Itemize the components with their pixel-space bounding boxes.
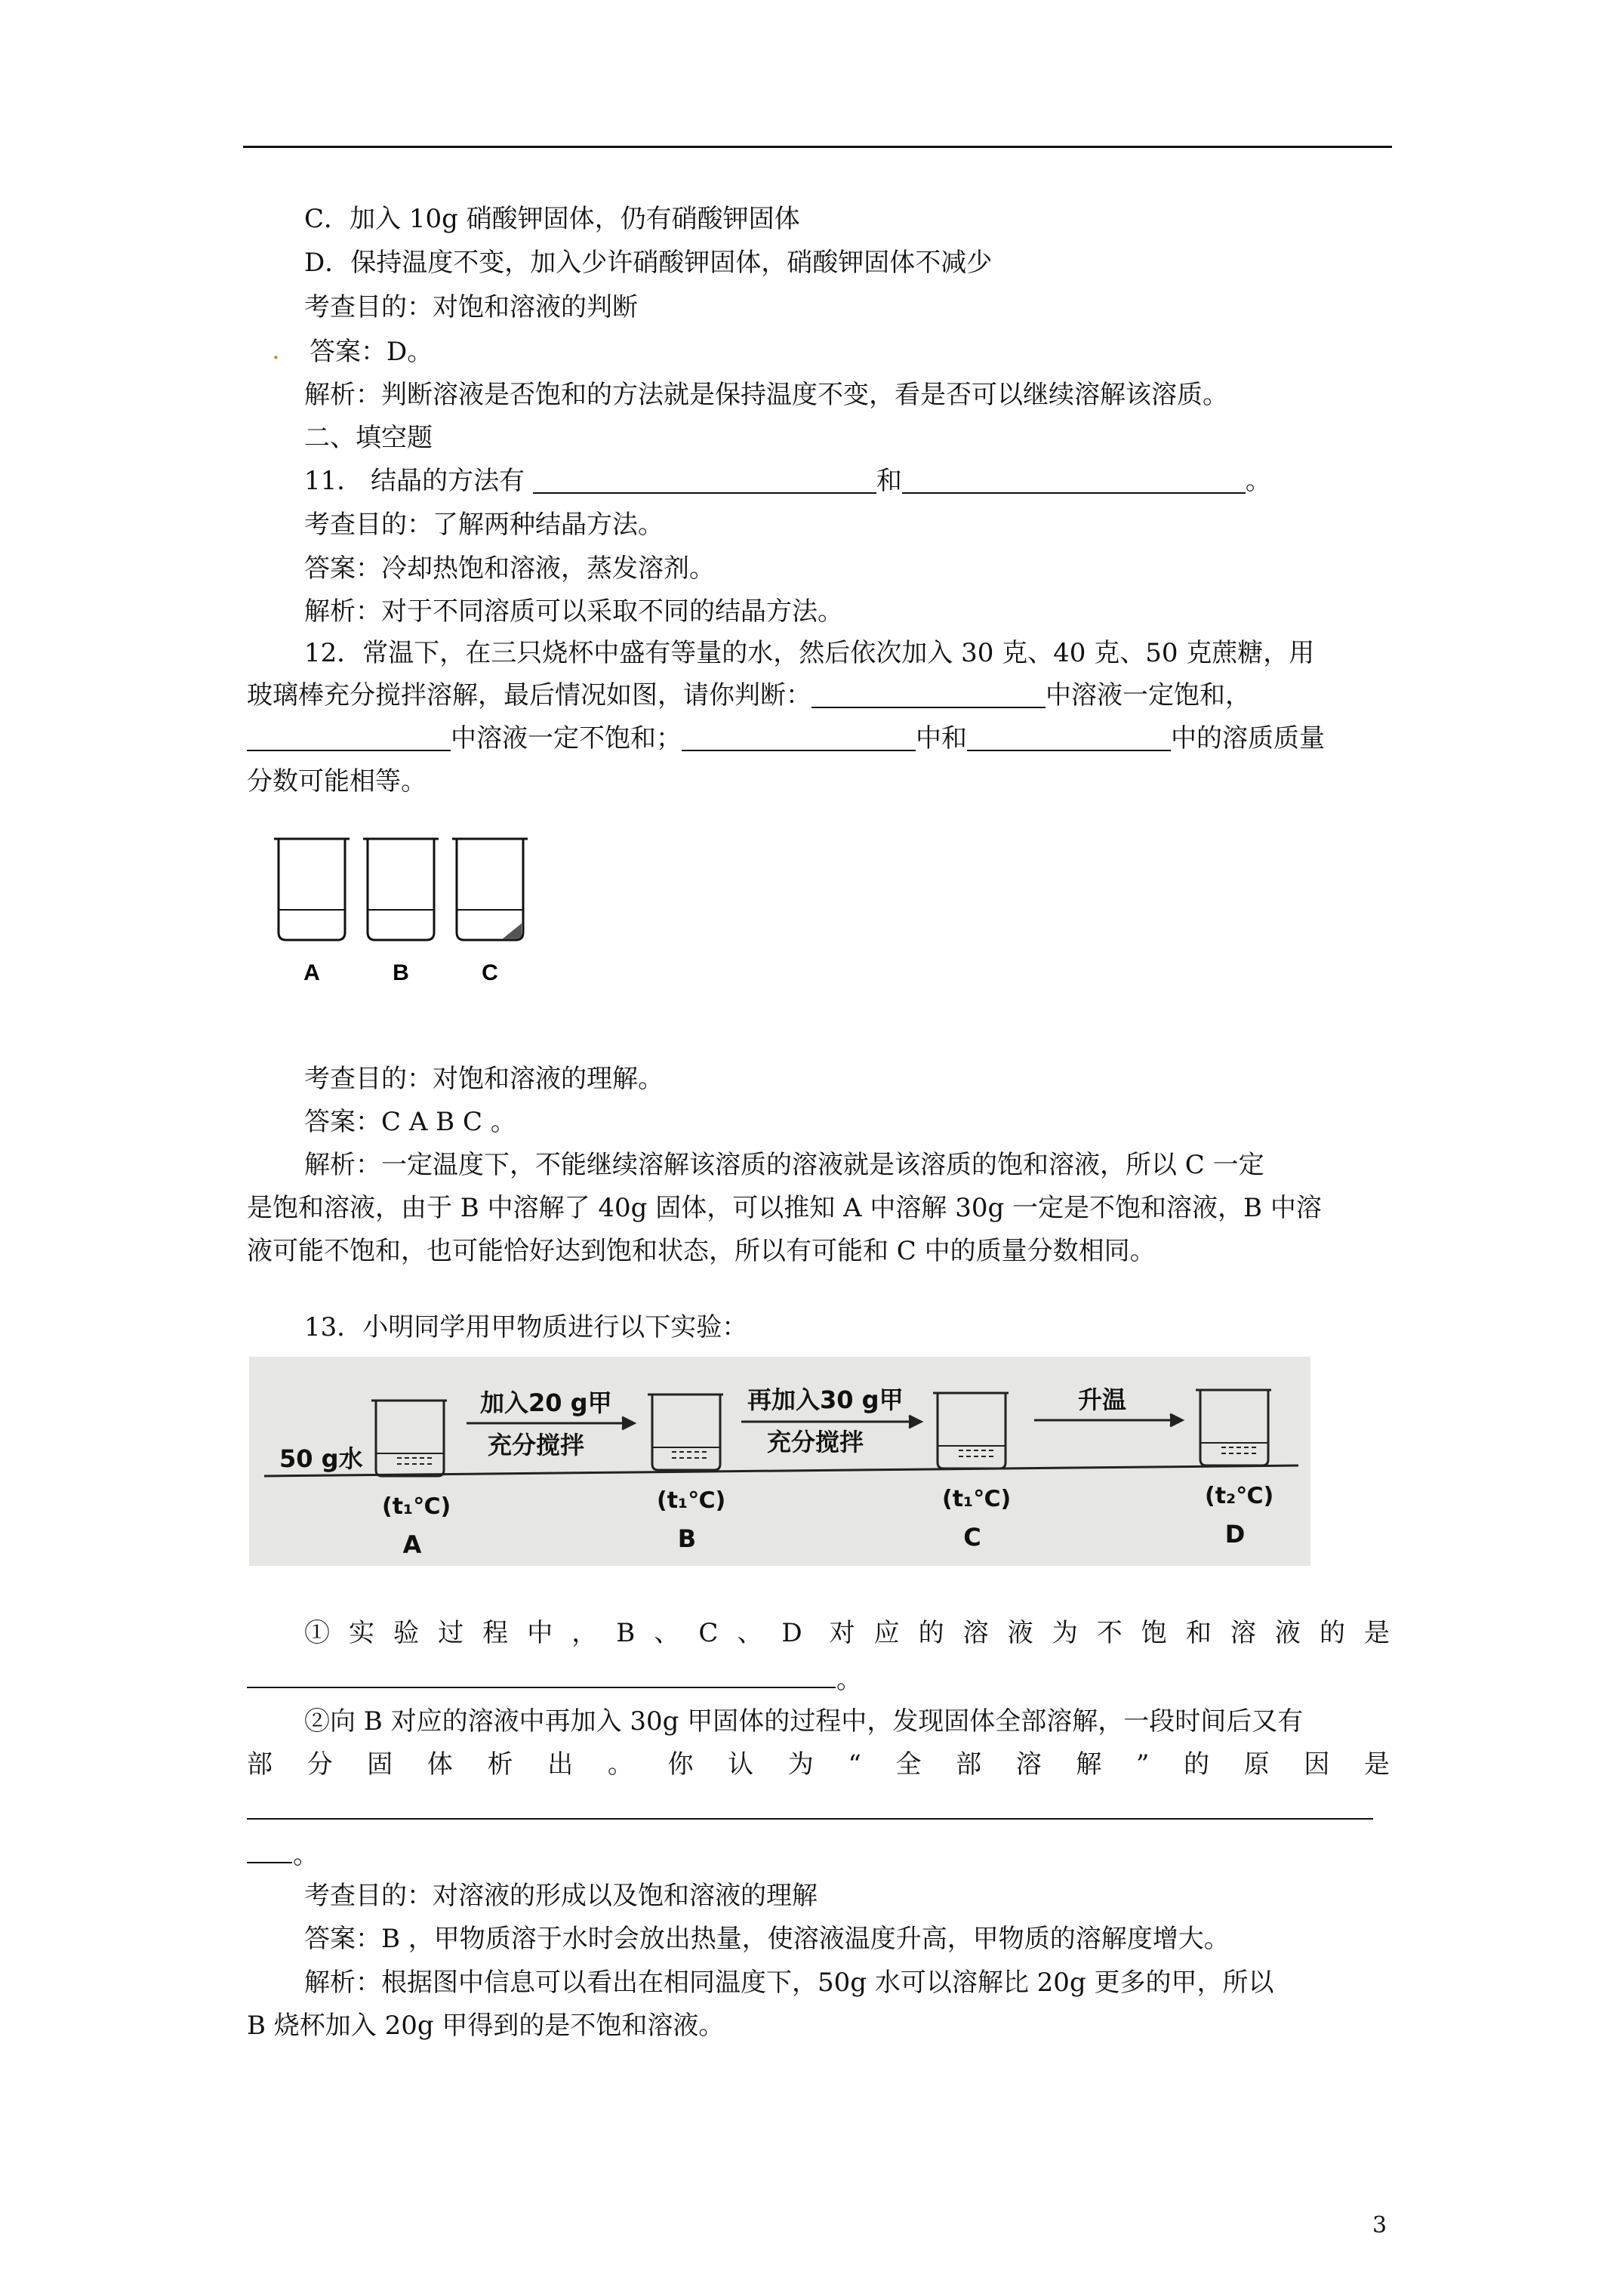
q13-blank-2[interactable]	[247, 1818, 1373, 1820]
q11-goal: 考查目的：了解两种结晶方法。	[304, 510, 664, 540]
q12-line-2	[247, 678, 1251, 713]
label-c: C	[482, 960, 498, 985]
step1-bottom: 充分搅拌	[488, 1431, 585, 1459]
step2-bottom: 充分搅拌	[767, 1428, 864, 1456]
q12-blank-2[interactable]	[247, 723, 451, 751]
beaker-exp-b	[648, 1395, 723, 1470]
bench-line	[264, 1465, 1298, 1476]
q13-analysis-1: 解析：根据图中信息可以看出在相同温度下，50g 水可以溶解比 20g 更多的甲，所以	[304, 1968, 1274, 1998]
q12-goal: 考查目的：对饱和溶液的理解。	[304, 1064, 664, 1094]
undissolved-solid	[502, 923, 522, 939]
arrow-1	[467, 1417, 634, 1429]
q13-sub1: ①实验过程中，B、C、D 对应的溶液为不饱和溶液的是	[304, 1618, 1390, 1648]
q13-sub2-b: 部分固体析出。你认为“全部溶解”的原因是	[247, 1749, 1390, 1780]
q10-goal: 考查目的：对饱和溶液的判断	[304, 292, 638, 322]
q11-and: 和	[876, 466, 902, 496]
q12-line-2-end: 中溶液一定饱和，	[1046, 680, 1251, 710]
q12-blank-4[interactable]	[967, 723, 1171, 751]
step2-top: 再加入30 g甲	[747, 1385, 904, 1414]
beakers-figure	[268, 834, 547, 1000]
q13-blank-1[interactable]	[247, 1687, 836, 1688]
q11-analysis: 解析：对于不同溶质可以采取不同的结晶方法。	[304, 596, 843, 627]
label-a: A	[303, 960, 320, 985]
header-rule	[243, 146, 1392, 148]
q11-answer: 答案：冷却热饱和溶液，蒸发溶剂。	[304, 553, 715, 584]
step3-label: 升温	[1078, 1385, 1127, 1414]
q13-sub2-end: 。	[293, 1840, 319, 1870]
q12-line-3	[247, 721, 1325, 756]
q12-line-1: 12．常温下，在三只烧杯中盛有等量的水，然后依次加入 30 克、40 克、50 克蔗糖，用	[304, 638, 1315, 668]
q11-end: 。	[1245, 466, 1271, 496]
temp-b: (t₁℃)	[657, 1487, 726, 1514]
page-number: 3	[1372, 2212, 1387, 2239]
exp-label-a: A	[402, 1530, 422, 1559]
q13-blank-2-tail[interactable]	[247, 1862, 292, 1863]
exp-label-b: B	[677, 1524, 697, 1553]
q10-answer: 答案：D。	[310, 337, 433, 367]
temp-a: (t₁℃)	[382, 1493, 451, 1520]
q12-blank-3[interactable]	[682, 723, 916, 751]
q12-analysis-2: 是饱和溶液，由于 B 中溶解了 40g 固体，可以推知 A 中溶解 30g 一定是不饱和溶液，B 中溶	[247, 1193, 1322, 1223]
q12-answer: 答案：C A B C 。	[304, 1107, 516, 1137]
q12-line-3-text-c: 中的溶质质量	[1171, 723, 1325, 754]
exp-label-d: D	[1224, 1520, 1246, 1549]
arrow-3	[1034, 1414, 1182, 1426]
water-label: 50 g水	[279, 1444, 363, 1473]
q13-line-1: 13．小明同学用甲物质进行以下实验：	[304, 1312, 748, 1342]
q12-line-2-text: 玻璃棒充分搅拌溶解，最后情况如图，请你判断：	[247, 680, 812, 710]
q12-analysis-1: 解析：一定温度下，不能继续溶解该溶质的溶液就是该溶质的饱和溶液，所以 C 一定	[304, 1150, 1264, 1180]
q11-blank-2[interactable]	[902, 465, 1246, 494]
beaker-c	[452, 839, 528, 940]
q12-line-4: 分数可能相等。	[247, 766, 427, 797]
q13-sub2-a: ②向 B 对应的溶液中再加入 30g 甲固体的过程中，发现固体全部溶解，一段时间后又有	[304, 1706, 1304, 1737]
q11-blank-1[interactable]	[533, 465, 876, 494]
temp-d: (t₂℃)	[1205, 1483, 1274, 1509]
beaker-b	[363, 839, 439, 940]
exp-label-c: C	[963, 1523, 981, 1552]
q12-analysis-3: 液可能不饱和，也可能恰好达到饱和状态，所以有可能和 C 中的质量分数相同。	[247, 1236, 1156, 1266]
experiment-figure	[249, 1357, 1310, 1566]
q11-line	[304, 464, 1271, 498]
q10-analysis: 解析：判断溶液是否饱和的方法就是保持温度不变，看是否可以继续溶解该溶质。	[304, 380, 1228, 410]
q11-prefix: 11． 结晶的方法有	[304, 466, 525, 496]
label-b: B	[393, 960, 409, 985]
q13-sub1-end: 。	[836, 1665, 862, 1695]
option-c: C．加入 10g 硝酸钾固体，仍有硝酸钾固体	[304, 204, 800, 234]
arrow-2	[741, 1416, 921, 1428]
q13-analysis-2: B 烧杯加入 20g 甲得到的是不饱和溶液。	[247, 2011, 725, 2041]
q12-blank-1[interactable]	[812, 680, 1046, 708]
step1-top: 加入20 g甲	[480, 1388, 612, 1417]
q13-answer: 答案：B ，甲物质溶于水时会放出热量，使溶液温度升高，甲物质的溶解度增大。	[304, 1924, 1230, 1954]
section-title: 二、填空题	[304, 423, 433, 453]
q12-line-3-text-a: 中溶液一定不饱和；	[451, 723, 682, 754]
q12-line-3-text-b: 中和	[916, 723, 967, 754]
orange-dot: .	[272, 335, 280, 365]
beaker-a	[274, 839, 350, 940]
q13-goal: 考查目的：对溶液的形成以及饱和溶液的理解	[304, 1881, 818, 1911]
temp-c: (t₁℃)	[942, 1486, 1012, 1512]
option-d: D．保持温度不变，加入少许硝酸钾固体，硝酸钾固体不减少	[304, 248, 993, 278]
